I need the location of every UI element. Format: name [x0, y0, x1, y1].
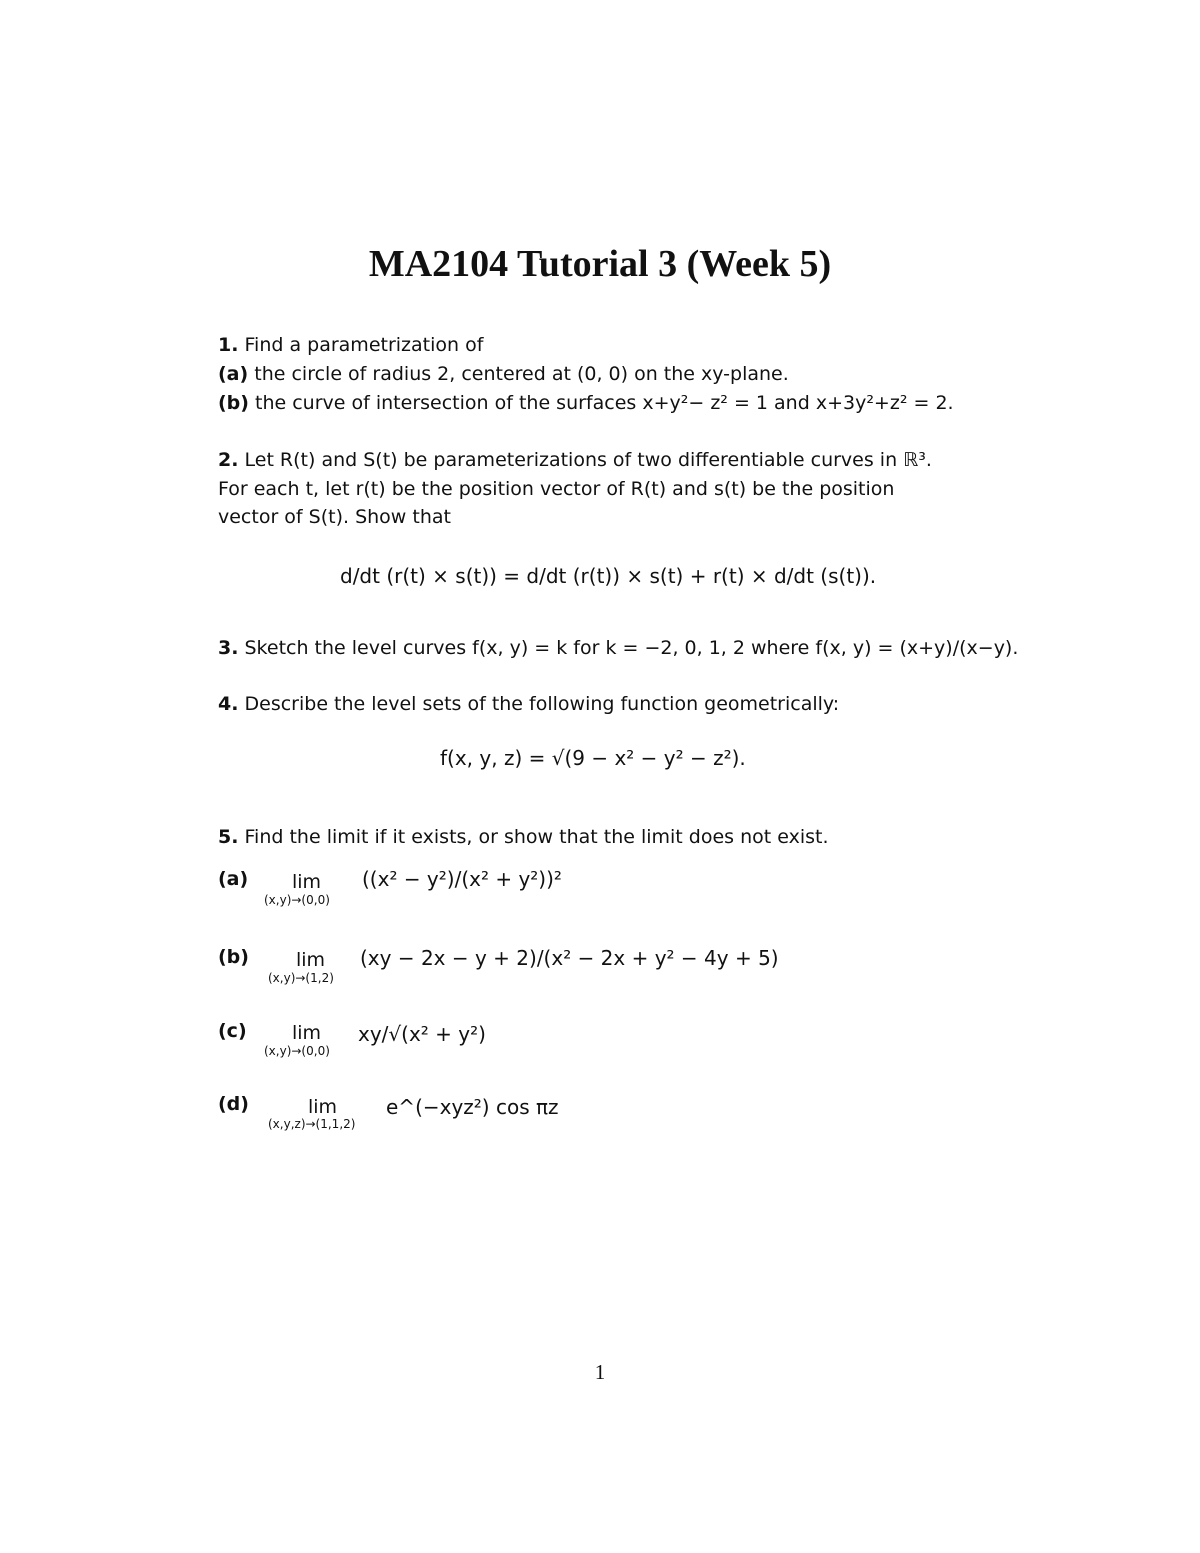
q5c-label: (c) — [218, 1020, 247, 1042]
q5b-lim: lim — [296, 949, 326, 971]
q5b-subscript: (x,y)→(1,2) — [268, 971, 334, 985]
q5b-label: (b) — [218, 946, 249, 968]
q5a-lim: lim — [292, 871, 322, 893]
page-number: 1 — [594, 1360, 606, 1384]
q1a-label: (a) — [218, 363, 249, 385]
q5c-lim: lim — [292, 1022, 322, 1044]
question-1 — [218, 331, 483, 359]
q5d-label: (d) — [218, 1093, 249, 1115]
question-4 — [218, 690, 839, 718]
q5d-subscript: (x,y,z)→(1,1,2) — [268, 1117, 356, 1131]
q2-formula: d/dt (r(t) × s(t)) = d/dt (r(t)) × s(t) + r(t) × d/dt (s(t)). — [340, 564, 877, 588]
q5a-expression: ((x² − y²)/(x² + y²))² — [362, 867, 562, 891]
q4-text: Describe the level sets of the following function geometrically: — [244, 693, 840, 715]
question-1b — [218, 389, 954, 417]
q5d-lim: lim — [308, 1096, 338, 1118]
page-title: MA2104 Tutorial 3 (Week 5) — [368, 243, 832, 285]
q5a-subscript: (x,y)→(0,0) — [264, 893, 330, 907]
question-2 — [218, 446, 932, 474]
question-5 — [218, 823, 829, 851]
q1-text: Find a parametrization of — [244, 334, 484, 356]
q3-text: Sketch the level curves f(x, y) = k for k = −2, 0, 1, 2 where f(x, y) = (x+y)/(x−y). — [244, 637, 1019, 659]
q5a-label: (a) — [218, 868, 249, 890]
q1-number: 1. — [218, 334, 239, 356]
q5-text: Find the limit if it exists, or show that the limit does not exist. — [244, 826, 829, 848]
q2-line1: Let R(t) and S(t) be parameterizations of two differentiable curves in ℝ³. — [244, 449, 932, 471]
q5d-expression: e^(−xyz²) cos πz — [386, 1095, 559, 1119]
q4-number: 4. — [218, 693, 239, 715]
q1b-label: (b) — [218, 392, 249, 414]
q2-line3: vector of S(t). Show that — [218, 506, 451, 528]
q5c-subscript: (x,y)→(0,0) — [264, 1044, 330, 1058]
q3-number: 3. — [218, 637, 239, 659]
q5b-expression: (xy − 2x − y + 2)/(x² − 2x + y² − 4y + 5) — [360, 946, 779, 970]
q1b-text: the curve of intersection of the surfaces x+y²− z² = 1 and x+3y²+z² = 2. — [255, 392, 954, 414]
question-3 — [218, 634, 1018, 662]
q1a-text: the circle of radius 2, centered at (0, 0) on the xy-plane. — [254, 363, 789, 385]
q2-line2: For each t, let r(t) be the position vector of R(t) and s(t) be the position — [218, 478, 895, 500]
q5-number: 5. — [218, 826, 239, 848]
question-1a — [218, 360, 789, 388]
q2-number: 2. — [218, 449, 239, 471]
q5c-expression: xy/√(x² + y²) — [358, 1022, 486, 1046]
q4-formula: f(x, y, z) = √(9 − x² − y² − z²). — [440, 746, 746, 770]
